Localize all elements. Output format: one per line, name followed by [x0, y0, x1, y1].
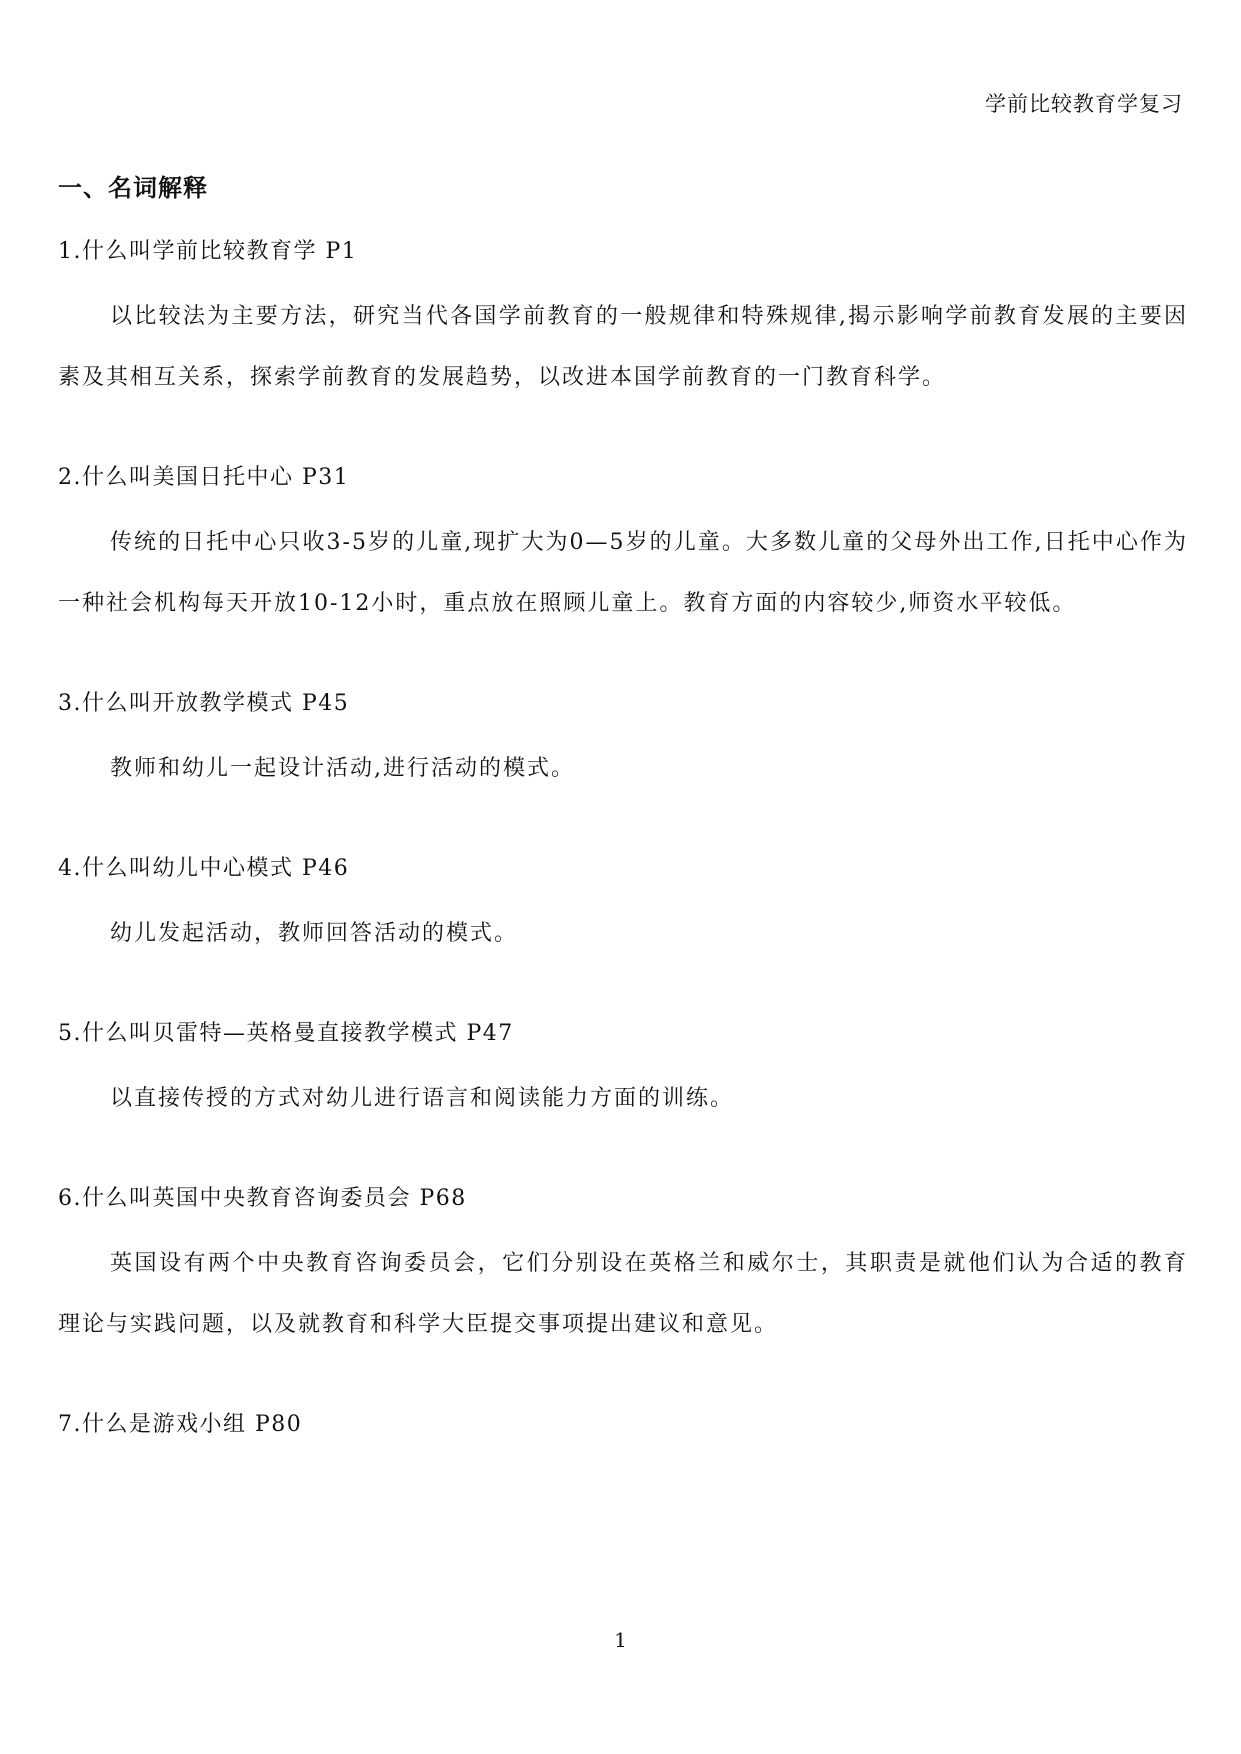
entry-4: [58, 847, 1188, 964]
page-content: [58, 170, 1188, 1495]
entry-6: [58, 1177, 1188, 1355]
entry-5: [58, 1012, 1188, 1129]
entry-definition: 传统的日托中心只收3-5岁的儿童,现扩大为0—5岁的儿童。大多数儿童的父母外出工作,日托中心作为一种社会机构每天开放10-12小时，重点放在照顾儿童上。教育方面的内容较少,师资水平较低。: [58, 530, 1188, 616]
entry-definition: 教师和幼儿一起设计活动,进行活动的模式。: [110, 756, 575, 781]
entry-1: [58, 230, 1188, 408]
entry-term: 4.什么叫幼儿中心模式 P46: [58, 856, 350, 881]
entry-definition: 以比较法为主要方法，研究当代各国学前教育的一般规律和特殊规律,揭示影响学前教育发展的主要因素及其相互关系，探索学前教育的发展趋势，以改进本国学前教育的一门教育科学。: [58, 304, 1188, 390]
entry-term: 1.什么叫学前比较教育学 P1: [58, 239, 358, 264]
entry-3: [58, 682, 1188, 799]
entry-2: [58, 456, 1188, 634]
page-number: 1: [614, 1628, 627, 1652]
entry-term: 6.什么叫英国中央教育咨询委员会 P68: [58, 1186, 467, 1211]
entry-definition: 幼儿发起活动，教师回答活动的模式。: [110, 921, 519, 946]
entry-term: 3.什么叫开放教学模式 P45: [58, 691, 350, 716]
entry-7: [58, 1403, 1188, 1447]
entry-term: 7.什么是游戏小组 P80: [58, 1412, 303, 1437]
section-heading: 一、名词解释: [58, 174, 208, 202]
running-header: 学前比较教育学复习: [985, 92, 1183, 116]
entry-term: 5.什么叫贝雷特—英格曼直接教学模式 P47: [58, 1021, 514, 1046]
entry-definition: 英国设有两个中央教育咨询委员会，它们分别设在英格兰和威尔士，其职责是就他们认为合适的教育理论与实践问题，以及就教育和科学大臣提交事项提出建议和意见。: [58, 1251, 1188, 1337]
entry-term: 2.什么叫美国日托中心 P31: [58, 465, 350, 490]
entry-definition: 以直接传授的方式对幼儿进行语言和阅读能力方面的训练。: [110, 1086, 735, 1111]
